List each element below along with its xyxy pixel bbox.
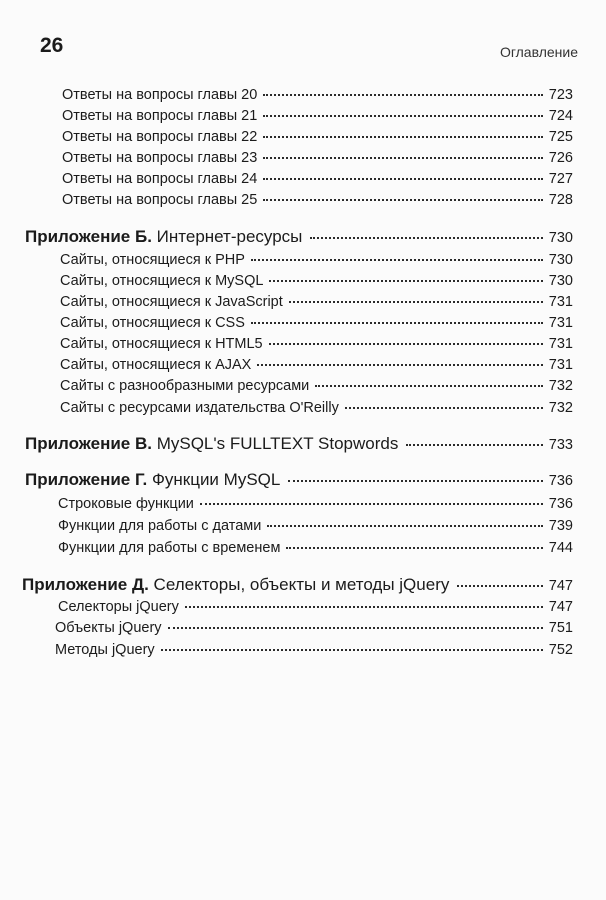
dot-leader <box>200 503 543 505</box>
toc-entry-page: 732 <box>548 378 573 394</box>
toc-entry-page: 736 <box>548 473 573 489</box>
toc-entry-page: 730 <box>548 273 573 289</box>
toc-entry-page: 739 <box>548 518 573 534</box>
toc-entry-page: 731 <box>548 294 573 310</box>
appendix-label: Приложение Г. <box>25 470 148 489</box>
toc-appendix-heading <box>22 575 573 595</box>
dot-leader <box>251 322 543 324</box>
toc-entry <box>58 540 573 556</box>
dot-leader <box>257 364 542 366</box>
toc-entry-title: Сайты, относящиеся к AJAX <box>60 357 252 373</box>
appendix-heading-text <box>22 575 449 595</box>
toc-appendix-heading <box>25 470 573 490</box>
appendix-title: Селекторы, объекты и методы jQuery <box>153 575 450 594</box>
appendix-heading-text <box>25 227 302 247</box>
toc-entry-title: Сайты, относящиеся к PHP <box>60 252 245 268</box>
toc-entry-page: 731 <box>548 357 573 373</box>
toc-entry-title: Ответы на вопросы главы 25 <box>62 192 258 208</box>
appendix-heading-text <box>25 434 398 454</box>
toc-entry-page: 732 <box>548 400 573 416</box>
dot-leader <box>263 199 543 201</box>
appendix-title: MySQL's FULLTEXT Stopwords <box>156 434 399 453</box>
dot-leader <box>251 259 543 261</box>
toc-entry-title: Объекты jQuery <box>55 620 162 636</box>
toc-entry-title: Ответы на вопросы главы 22 <box>62 129 258 145</box>
toc-entry-page: 747 <box>548 599 573 615</box>
toc-entry <box>58 518 573 534</box>
toc-entry <box>58 496 573 512</box>
dot-leader <box>161 649 543 651</box>
toc-entry-title: Сайты, относящиеся к MySQL <box>60 273 264 289</box>
appendix-label: Приложение В. <box>25 434 152 453</box>
toc-entry <box>60 378 573 394</box>
toc-entry <box>60 357 573 373</box>
toc-entry-page: 733 <box>548 437 573 453</box>
toc-entry-title: Селекторы jQuery <box>58 599 179 615</box>
toc-entry <box>58 599 573 615</box>
appendix-title: Интернет-ресурсы <box>156 227 303 246</box>
toc-entry <box>60 273 573 289</box>
page-number: 26 <box>40 34 64 57</box>
toc-entry-title: Сайты с разнообразными ресурсами <box>60 378 310 394</box>
dot-leader <box>263 94 543 96</box>
toc-entry-page: 744 <box>548 540 573 556</box>
toc-entry-title: Сайты с ресурсами издательства O'Reilly <box>60 400 339 416</box>
toc-entry-page: 747 <box>548 578 573 594</box>
dot-leader <box>269 280 542 282</box>
toc-appendix-heading <box>25 227 573 247</box>
toc-entry-title: Ответы на вопросы главы 23 <box>62 150 258 166</box>
toc-entry <box>62 150 573 166</box>
toc-entry <box>60 336 573 352</box>
toc-entry <box>60 294 573 310</box>
toc-entry-title: Ответы на вопросы главы 24 <box>62 171 258 187</box>
dot-leader <box>263 178 543 180</box>
dot-leader <box>457 585 542 587</box>
appendix-title: Функции MySQL <box>151 470 281 489</box>
toc-entry-title: Строковые функции <box>58 496 194 512</box>
toc-entry <box>55 642 573 658</box>
toc-entry-title: Сайты, относящиеся к HTML5 <box>60 336 263 352</box>
toc-entry-page: 728 <box>548 192 573 208</box>
toc-entry-page: 731 <box>548 336 573 352</box>
toc-appendix-heading <box>25 434 573 454</box>
dot-leader <box>406 444 542 446</box>
dot-leader <box>269 343 543 345</box>
toc-entry-page: 727 <box>548 171 573 187</box>
toc-entry <box>62 108 573 124</box>
toc-entry-page: 723 <box>548 87 573 103</box>
toc-entry-title: Функции для работы с временем <box>58 540 281 556</box>
toc-entry-page: 730 <box>548 230 573 246</box>
dot-leader <box>263 157 543 159</box>
toc-entry <box>60 400 573 416</box>
toc-entry-title: Ответы на вопросы главы 20 <box>62 87 258 103</box>
toc-entry-page: 724 <box>548 108 573 124</box>
dot-leader <box>345 407 543 409</box>
appendix-label: Приложение Б. <box>25 227 152 246</box>
dot-leader <box>267 525 542 527</box>
dot-leader <box>168 627 543 629</box>
dot-leader <box>185 606 543 608</box>
toc-entry-page: 725 <box>548 129 573 145</box>
toc-entry <box>62 171 573 187</box>
toc-entry-page: 751 <box>548 620 573 636</box>
dot-leader <box>288 480 542 482</box>
dot-leader <box>286 547 542 549</box>
toc-entry <box>55 620 573 636</box>
toc-entry-page: 726 <box>548 150 573 166</box>
toc-entry-title: Методы jQuery <box>55 642 155 658</box>
toc-entry-page: 730 <box>548 252 573 268</box>
dot-leader <box>289 301 543 303</box>
toc-entry-page: 731 <box>548 315 573 331</box>
toc-entry <box>62 192 573 208</box>
appendix-label: Приложение Д. <box>22 575 149 594</box>
toc-entry-page: 752 <box>548 642 573 658</box>
toc-entry-title: Функции для работы с датами <box>58 518 262 534</box>
toc-entry-page: 736 <box>548 496 573 512</box>
toc-entry <box>62 129 573 145</box>
toc-entry-title: Сайты, относящиеся к CSS <box>60 315 245 331</box>
dot-leader <box>310 237 542 239</box>
appendix-heading-text <box>25 470 280 490</box>
toc-entry-title: Ответы на вопросы главы 21 <box>62 108 258 124</box>
dot-leader <box>315 385 543 387</box>
toc-entry-title: Сайты, относящиеся к JavaScript <box>60 294 283 310</box>
toc-entry <box>62 87 573 103</box>
running-title: Оглавление <box>499 44 578 60</box>
dot-leader <box>263 115 543 117</box>
dot-leader <box>263 136 543 138</box>
toc-entry <box>60 252 573 268</box>
toc-entry <box>60 315 573 331</box>
